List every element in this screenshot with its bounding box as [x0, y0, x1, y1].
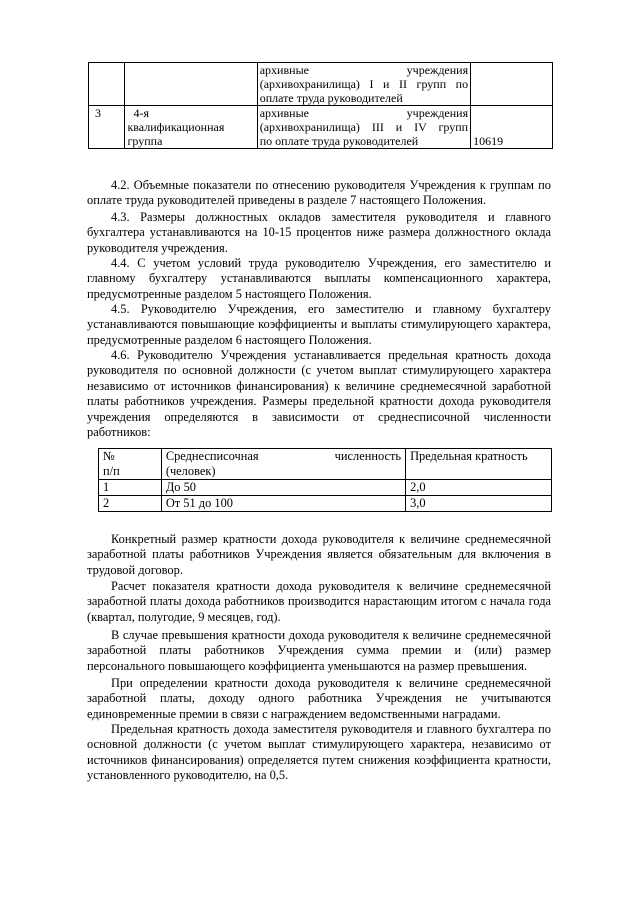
header-num-line: № — [103, 449, 115, 463]
group-line: 4-я — [133, 106, 149, 120]
table-row — [89, 63, 553, 106]
description-line: архивные учреждения — [259, 63, 469, 77]
description-line: (архивохранилища) III и IV групп — [259, 120, 469, 134]
salary-group-table — [88, 62, 553, 149]
description-line: по оплате труда руководителей — [259, 134, 419, 148]
description-line: (архивохранилища) I и II групп по — [259, 77, 469, 91]
paragraph-ratio-calculation: Расчет показателя кратности дохода руководителя к величине среднемесячной заработной платы дохода работников производится нарастающим итогом с начала года (квартал, полугодие, 9 месяцев, год). — [87, 579, 551, 624]
group-line: группа — [127, 134, 163, 148]
table-cell-value: 10619 — [471, 106, 553, 149]
table-cell-num — [89, 63, 125, 106]
table-row — [99, 480, 552, 496]
table-cell-description — [257, 63, 470, 106]
description-line: оплате труда руководителей — [259, 91, 403, 105]
table-header-row — [99, 449, 552, 480]
paragraph-ratio-contract: Конкретный размер кратности дохода руководителя к величине среднемесячной заработной платы работников Учреждения является обязательным для включения в трудовой договор. — [87, 532, 551, 577]
header-num — [99, 449, 162, 480]
paragraph-deputy-ratio: Предельная кратность дохода заместителя руководителя и главного бухгалтера по основной должности (с учетом выплат стимулирующего характера, независимо от источников финансирования) определяется путем снижения коэффициента кратности, установленного руководителю, на 0,5. — [87, 722, 551, 783]
header-count-line: (человек) — [165, 464, 216, 478]
table-cell-group — [125, 106, 257, 149]
table-row — [89, 106, 553, 149]
paragraph-ratio-awards: При определении кратности дохода руководителя к величине среднемесячной заработной платы, доходу одного работника Учреждения не учитываются единовременные премии в связи с награждением ведомственными наградами. — [87, 676, 551, 721]
paragraph-4-2: 4.2. Объемные показатели по отнесению руководителя Учреждения к группам по оплате труда руководителей приведены в разделе 7 настоящего Положения. — [87, 178, 551, 208]
description-line: архивные учреждения — [259, 106, 469, 120]
paragraph-4-6: 4.6. Руководителю Учреждения устанавливается предельная кратность дохода руководителя по основной должности (с учетом выплат стимулирующего характера независимо от источников финансирования) к величине среднемесячной заработной платы работников учреждения. Размеры предельной кратности дохода руководителя учреждения определяются в зависимости от среднесписочной численности работников: — [87, 348, 551, 440]
paragraph-4-3: 4.3. Размеры должностных окладов заместителя руководителя и главного бухгалтера устанавливаются на 10-15 процентов ниже размера должностного оклада руководителя учреждения. — [87, 210, 551, 255]
paragraph-4-4: 4.4. С учетом условий труда руководителю Учреждения, его заместителю и главному бухгалтеру устанавливаются выплаты компенсационного характера, предусмотренные разделом 5 настоящего Положения. — [87, 256, 551, 301]
header-count — [161, 449, 405, 480]
paragraph-4-5: 4.5. Руководителю Учреждения, его заместителю и главному бухгалтеру устанавливаются повышающие коэффициенты и выплаты стимулирующего характера, предусмотренные разделом 6 настоящего Положения. — [87, 302, 551, 347]
table-cell-num: 3 — [89, 106, 125, 149]
table-cell-value — [471, 63, 553, 106]
row-ratio: 3,0 — [406, 496, 552, 512]
header-num-line: п/п — [103, 464, 120, 478]
header-count-line: Среднесписочная численность — [165, 449, 402, 463]
income-ratio-table — [98, 448, 552, 512]
group-line: квалификационная — [127, 120, 225, 134]
table-row — [99, 496, 552, 512]
row-num: 2 — [99, 496, 162, 512]
row-ratio: 2,0 — [406, 480, 552, 496]
row-num: 1 — [99, 480, 162, 496]
table-cell-description — [257, 106, 470, 149]
row-count: До 50 — [161, 480, 405, 496]
paragraph-ratio-excess: В случае превышения кратности дохода руководителя к величине среднемесячной заработной платы работников Учреждения сумма премии и (или) размер персонального повышающего коэффициента уменьшаются на размер превышения. — [87, 628, 551, 673]
table-cell-group — [125, 63, 257, 106]
header-ratio: Предельная кратность — [406, 449, 552, 480]
row-count: От 51 до 100 — [161, 496, 405, 512]
